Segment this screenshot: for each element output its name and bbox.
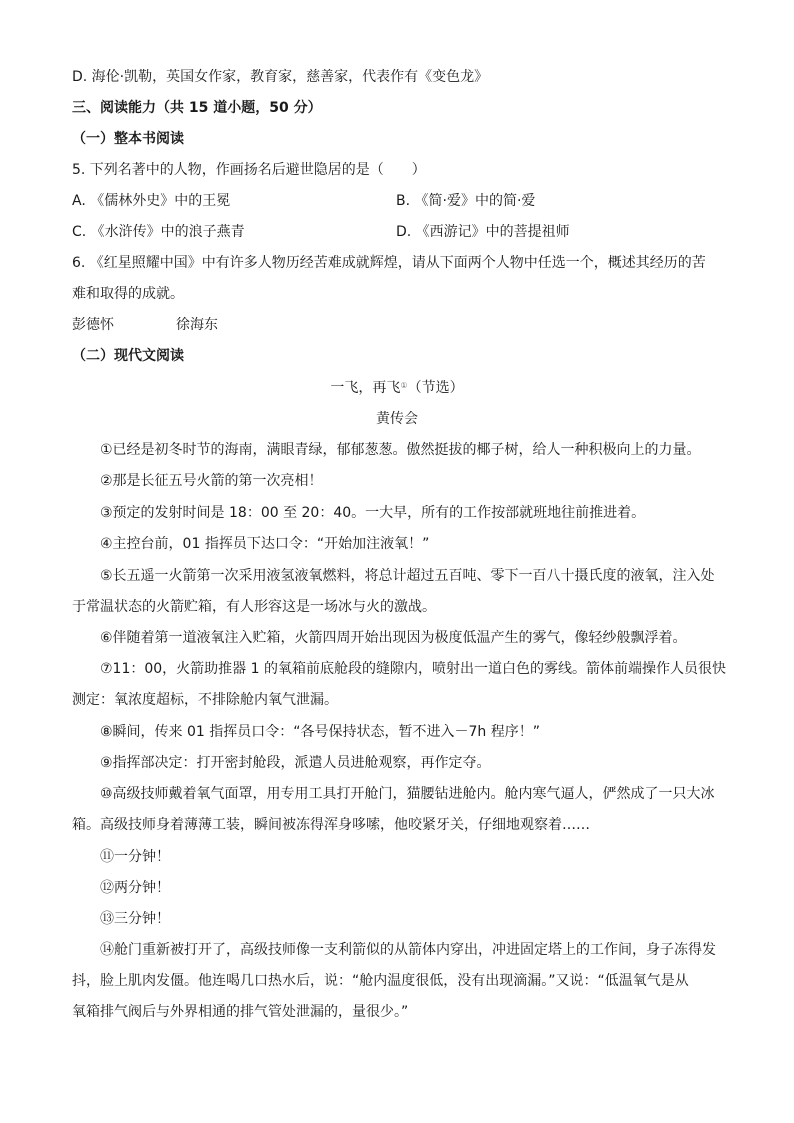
question-6-name-xu: 徐海东	[176, 317, 218, 333]
question-6-name-peng: 彭德怀	[72, 317, 114, 333]
paragraph-11: ⑪一分钟！	[100, 849, 170, 865]
subsection-2-title: （二）现代文阅读	[72, 348, 184, 364]
paragraph-1: ①已经是初冬时节的海南，满眼青绿，郁郁葱葱。傲然挺拔的椰子树，给人一种积极向上的力量。	[100, 442, 701, 458]
article-title-footnote-mark: ①	[400, 381, 408, 390]
paragraph-2: ②那是长征五号火箭的第一次亮相！	[100, 473, 323, 489]
subsection-1-title: （一）整本书阅读	[72, 131, 184, 147]
question-5-option-a: A. 《儒林外史》中的王冕	[72, 193, 231, 209]
section-3-title: 三、阅读能力（共 15 道小题，50 分）	[72, 100, 322, 116]
paragraph-9: ⑨指挥部决定：打开密封舱段，派遣人员进舱观察，再作定夺。	[100, 755, 491, 771]
paragraph-14-line-3: 氧箱排气阀后与外界相通的排气管处泄漏的，量很少。”	[72, 1004, 409, 1020]
question-5-option-b: B. 《简·爱》中的简·爱	[396, 193, 536, 209]
paragraph-5-line-1: ⑤长五遥一火箭第一次采用液氢液氧燃料，将总计超过五百吨、零下一百八十摄氏度的液氧，注入处	[100, 568, 715, 584]
paragraph-12: ⑫两分钟！	[100, 880, 170, 896]
paragraph-10-line-2: 箱。高级技师身着薄薄工装，瞬间被冻得浑身哆嗦，他咬紧牙关，仔细地观察着……	[72, 817, 590, 833]
paragraph-7-line-1: ⑦11：00，火箭助推器 1 的氧箱前底舱段的缝隙内，喷射出一道白色的雾线。箭体前端操作人员很快	[100, 661, 726, 677]
question-6-stem-line-2: 难和取得的成就。	[72, 286, 184, 302]
paragraph-14-line-2: 抖，脸上肌肉发僵。他连喝几口热水后，说：“舱内温度很低，没有出现滴漏。”又说：“低温氧气是从	[72, 973, 689, 989]
article-title-text: 一飞，再飞	[330, 380, 401, 396]
question-5-stem: 5. 下列名著中的人物，作画扬名后避世隐居的是（ ）	[72, 162, 426, 178]
paragraph-4: ④主控台前，01 指挥员下达口令：“开始加注液氧！”	[100, 536, 430, 552]
article-title	[0, 378, 794, 398]
paragraph-10-line-1: ⑩高级技师戴着氧气面罩，用专用工具打开舱门，猫腰钻进舱内。舱内寒气逼人，俨然成了一只大冰	[100, 786, 715, 802]
paragraph-5-line-2: 于常温状态的火箭贮箱，有人形容这是一场冰与火的激战。	[72, 599, 436, 615]
paragraph-14-line-1: ⑭舱门重新被打开了，高级技师像一支利箭似的从箭体内穿出，冲进固定塔上的工作间，身子冻得发	[100, 942, 716, 958]
article-author: 黄传会	[376, 411, 418, 427]
paragraph-13: ⑬三分钟！	[100, 911, 170, 927]
question-6-stem-line-1: 6. 《红星照耀中国》中有许多人物历经苦难成就辉煌，请从下面两个人物中任选一个，概述其经历的苦	[72, 255, 706, 271]
question-4-option-d: D. 海伦·凯勒，英国女作家，教育家，慈善家，代表作有《变色龙》	[72, 69, 489, 85]
question-5-option-c: C. 《水浒传》中的浪子燕青	[72, 224, 245, 240]
article-title-suffix: （节选）	[407, 380, 464, 396]
paragraph-6: ⑥伴随着第一道液氧注入贮箱，火箭四周开始出现因为极度低温产生的雾气，像轻纱般飘浮着。	[100, 630, 687, 646]
paragraph-3: ③预定的发射时间是 18：00 至 20：40。一大早，所有的工作按部就班地往前推进着。	[100, 505, 646, 521]
question-5-option-d: D. 《西游记》中的菩提祖师	[396, 224, 570, 240]
paragraph-8: ⑧瞬间，传来 01 指挥员口令：“各号保持状态，暂不进入－7h 程序！”	[100, 724, 541, 740]
paragraph-7-line-2: 测定：氧浓度超标，不排除舱内氧气泄漏。	[72, 692, 338, 708]
